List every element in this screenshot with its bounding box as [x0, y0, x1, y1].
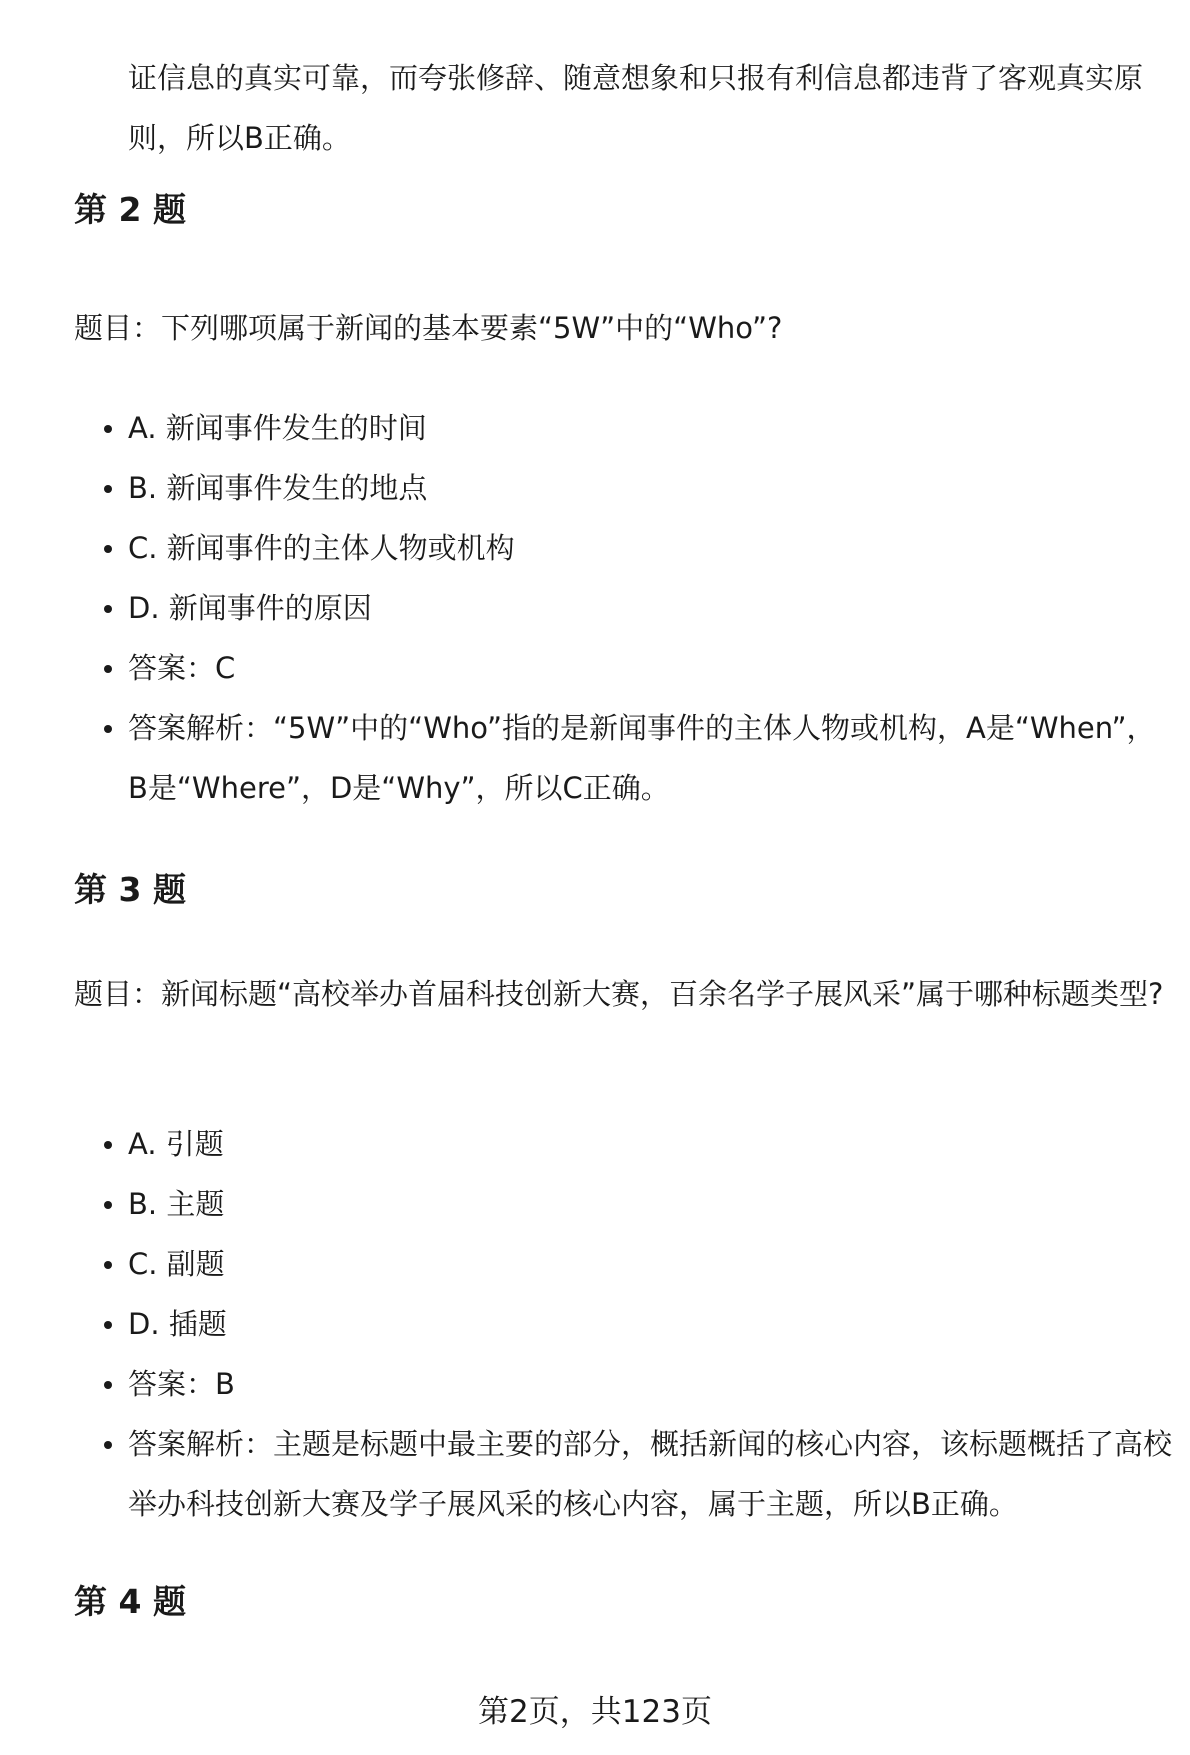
list-item: [74, 1234, 1174, 1294]
question-4-heading: 第 4 题: [74, 1582, 186, 1621]
option-text: A. 新闻事件发生的时间: [128, 411, 427, 445]
question-2-stem: 题目：下列哪项属于新闻的基本要素“5W”中的“Who”?: [74, 311, 783, 345]
bullet-icon: [104, 485, 112, 493]
question-3-options: [74, 1114, 1174, 1534]
answer-item: [74, 1354, 1174, 1414]
bullet-icon: [104, 545, 112, 553]
bullet-icon: [104, 1321, 112, 1329]
bullet-icon: [104, 605, 112, 613]
question-3-heading: 第 3 题: [74, 870, 186, 909]
explanation-text: 答案解析：“5W”中的“Who”指的是新闻事件的主体人物或机构，A是“When”，B是“Where”，D是“Why”，所以C正确。: [128, 711, 1156, 805]
option-text: A. 引题: [128, 1127, 224, 1161]
option-text: B. 主题: [128, 1187, 225, 1221]
option-text: C. 新闻事件的主体人物或机构: [128, 531, 515, 565]
list-item: [74, 578, 1174, 638]
answer-text: 答案：B: [128, 1367, 235, 1401]
list-item: [74, 458, 1174, 518]
answer-item: [74, 638, 1174, 698]
explanation-text: 答案解析：主题是标题中最主要的部分，概括新闻的核心内容，该标题概括了高校举办科技创新大赛及学子展风采的核心内容，属于主题，所以B正确。: [128, 1427, 1173, 1521]
bullet-icon: [104, 425, 112, 433]
continued-explanation: 证信息的真实可靠，而夸张修辞、随意想象和只报有利信息都违背了客观真实原则，所以B正确。: [128, 61, 1144, 155]
bullet-icon: [104, 665, 112, 673]
option-text: D. 插题: [128, 1307, 227, 1341]
list-item: [74, 1294, 1174, 1354]
question-2-heading: 第 2 题: [74, 190, 186, 229]
page-number: 第2页，共123页: [478, 1694, 712, 1730]
option-text: B. 新闻事件发生的地点: [128, 471, 428, 505]
bullet-icon: [104, 1381, 112, 1389]
list-item: [74, 1114, 1174, 1174]
list-item: [74, 518, 1174, 578]
explanation-item: [74, 1414, 1174, 1534]
bullet-icon: [104, 1261, 112, 1269]
list-item: [74, 1174, 1174, 1234]
bullet-icon: [104, 1201, 112, 1209]
explanation-item: [74, 698, 1174, 818]
list-item: [74, 398, 1174, 458]
question-3-stem: 题目：新闻标题“高校举办首届科技创新大赛，百余名学子展风采”属于哪种标题类型?: [74, 977, 1164, 1011]
option-text: D. 新闻事件的原因: [128, 591, 372, 625]
bullet-icon: [104, 1141, 112, 1149]
bullet-icon: [104, 725, 112, 733]
option-text: C. 副题: [128, 1247, 225, 1281]
answer-text: 答案：C: [128, 651, 236, 685]
bullet-icon: [104, 1441, 112, 1449]
question-2-options: [74, 398, 1174, 818]
